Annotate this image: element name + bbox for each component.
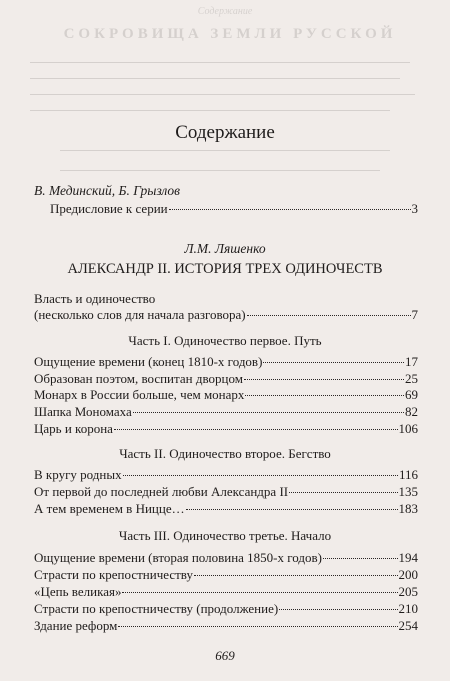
toc-entry <box>50 200 418 217</box>
bleed-through <box>0 0 450 190</box>
entry-title: Страсти по крепостничеству (продолжение) <box>34 601 279 616</box>
entry-page: 183 <box>398 501 418 516</box>
entry-title: Ощущение времени (вторая половина 1850-х годов) <box>34 550 322 565</box>
dot-leader <box>323 558 398 559</box>
bleed-line <box>60 170 380 171</box>
dot-leader <box>244 379 404 380</box>
toc-entry <box>34 583 418 600</box>
dot-leader <box>118 626 397 627</box>
part-heading: Часть III. Одиночество третье. Начало <box>118 528 332 543</box>
toc-entry <box>34 403 418 420</box>
toc-entry <box>34 466 418 483</box>
entry-page: 3 <box>411 201 418 216</box>
entry-page: 69 <box>405 387 418 402</box>
book-title: АЛЕКСАНДР II. ИСТОРИЯ ТРЕХ ОДИНОЧЕСТВ <box>67 261 383 277</box>
part-heading: Часть I. Одиночество первое. Путь <box>128 333 322 348</box>
dot-leader <box>263 362 404 363</box>
entry-title: Шапка Мономаха <box>34 404 132 419</box>
page-number: 669 <box>215 648 235 663</box>
dot-leader <box>186 509 398 510</box>
dot-leader <box>114 429 398 430</box>
entry-title: От первой до последней любви Александра II <box>34 484 289 499</box>
toc-entry <box>34 386 418 403</box>
entry-title: «Цепь великая» <box>34 584 122 599</box>
entry-page: 17 <box>405 354 418 369</box>
toc-entry <box>34 549 418 566</box>
bleed-band: СОКРОВИЩА ЗЕМЛИ РУССКОЙ <box>63 26 397 42</box>
part-heading: Часть II. Одиночество второе. Бегство <box>119 446 331 461</box>
dot-leader <box>122 592 397 593</box>
toc-entry <box>34 617 418 634</box>
dot-leader <box>123 475 398 476</box>
bleed-header: Содержание <box>197 6 253 17</box>
dot-leader <box>247 315 411 316</box>
entry-title: Страсти по крепостничеству <box>34 567 193 582</box>
dot-leader <box>169 209 411 210</box>
toc-entry <box>34 483 418 500</box>
toc-entry <box>34 420 418 437</box>
toc-entry <box>34 306 418 323</box>
bleed-line <box>30 62 410 63</box>
bleed-line <box>60 150 390 151</box>
entry-page: 25 <box>405 371 418 386</box>
entry-page: 210 <box>398 601 418 616</box>
dot-leader <box>133 412 404 413</box>
entry-title: Предисловие к серии <box>50 201 168 216</box>
dot-leader <box>279 609 397 610</box>
toc-entry <box>34 500 418 517</box>
entry-page: 116 <box>398 467 418 482</box>
entry-title: А тем временем в Ницце… <box>34 501 185 516</box>
dot-leader <box>245 395 404 396</box>
toc-entry <box>34 370 418 387</box>
entry-page: 135 <box>398 484 418 499</box>
entry-page: 254 <box>398 618 418 633</box>
entry-title: Монарх в России больше, чем монарх <box>34 387 245 402</box>
preface-authors: В. Мединский, Б. Грызлов <box>34 183 181 198</box>
dot-leader <box>194 575 398 576</box>
entry-title: (несколько слов для начала разговора) <box>34 307 246 322</box>
entry-title: Царь и корона <box>34 421 113 436</box>
toc-entry <box>34 353 418 370</box>
entry-page: 7 <box>411 307 418 322</box>
book-author: Л.М. Ляшенко <box>184 241 266 256</box>
entry-title: В кругу родных <box>34 467 122 482</box>
bleed-line <box>30 78 400 79</box>
entry-page: 205 <box>398 584 418 599</box>
entry-title: Здание реформ <box>34 618 118 633</box>
bleed-line <box>30 110 390 111</box>
entry-title: Ощущение времени (конец 1810-х годов) <box>34 354 263 369</box>
entry-page: 106 <box>398 421 418 436</box>
intro-line1: Власть и одиночество <box>34 291 156 306</box>
dot-leader <box>289 492 397 493</box>
entry-page: 200 <box>398 567 418 582</box>
toc-entry <box>34 600 418 617</box>
toc-entry <box>34 566 418 583</box>
entry-page: 82 <box>405 404 418 419</box>
entry-title: Образован поэтом, воспитан дворцом <box>34 371 243 386</box>
entry-page: 194 <box>398 550 418 565</box>
page-title: Содержание <box>175 122 275 143</box>
bleed-line <box>30 94 415 95</box>
